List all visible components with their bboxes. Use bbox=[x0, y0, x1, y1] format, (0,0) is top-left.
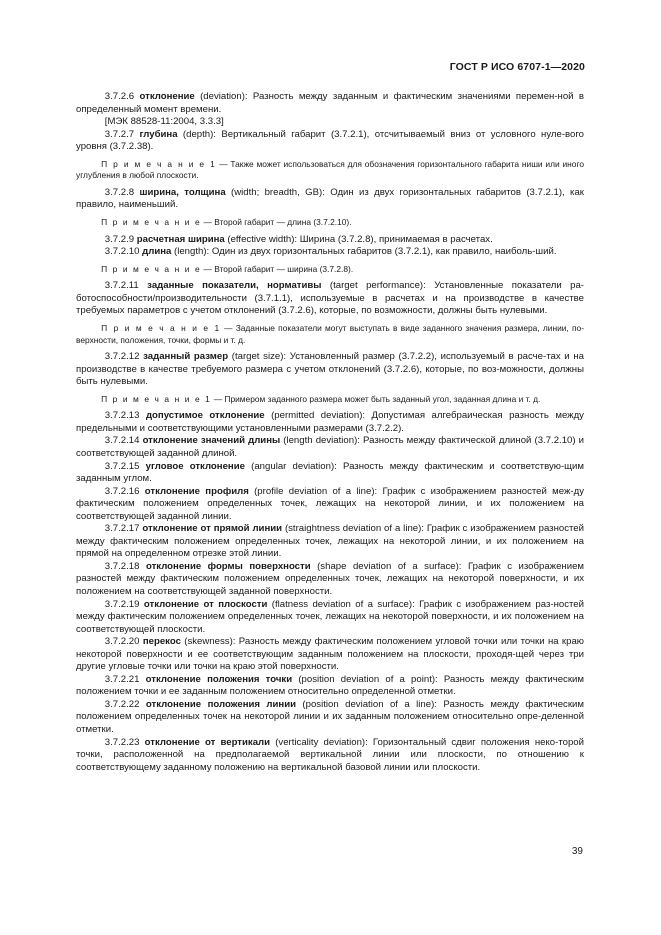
entry-text: (depth): Вертикальный габарит (3.7.2.1), отсчитываемый вниз от условного нуле-вого уровня (3.7.2.38). bbox=[76, 128, 585, 153]
note-text: — Примером заданного размера может быть заданный угол, заданная длина и т. д. bbox=[211, 393, 541, 404]
entry-term: отклонение значений длины bbox=[142, 435, 281, 447]
entry-number: 3.7.2.14 bbox=[104, 435, 140, 447]
note-label: П р и м е ч а н и е 1 bbox=[101, 158, 217, 169]
entry-number: 3.7.2.19 bbox=[104, 598, 140, 610]
note bbox=[76, 394, 584, 406]
entry-text: (straightness deviation of a line): График с изображением разностей между фактическим положением определенных точек, лежащих на некоторой линии, и их положением на прямой на определенном отрезке этой линии. bbox=[76, 523, 584, 560]
entry-number: 3.7.2.7 bbox=[104, 128, 135, 140]
entry-term: отклонение от плоскости bbox=[143, 598, 268, 610]
entry-term: заданные показатели, нормативы bbox=[147, 280, 322, 292]
entry-text: (profile deviation of a line): График с изображением разностей меж-ду фактическим положением определенных точек, лежащих на некоторой линии, и их положением на соответствующей заданной линии. bbox=[76, 485, 584, 522]
note-text: — Второй габарит — длина (3.7.2.10). bbox=[201, 217, 352, 228]
term-entry bbox=[76, 129, 584, 154]
entry-term: отклонение bbox=[139, 91, 195, 102]
entry-term: отклонение положения точки bbox=[145, 673, 293, 685]
entry-text: (permitted deviation): Допустимая алгебраическая разность между предельными и соответствующими установленными размерами (3.7.2.2). bbox=[76, 410, 584, 434]
term-entry bbox=[76, 461, 584, 486]
entry-text: (length): Один из двух горизонтальных габаритов (3.7.2.1), как правило, наиболь-ший. bbox=[171, 246, 557, 258]
entry-term: отклонение формы поверхности bbox=[145, 560, 311, 572]
term-entry bbox=[76, 599, 584, 637]
entry-text: (target size): Установленный размер (3.7.2.2), используемый в расче-тах и на производстве в качестве требуемого размера с учетом отклонений (3.7.2.6), которые, по воз-можности, должны быть нулевыми. bbox=[76, 351, 584, 388]
entry-term: глубина bbox=[139, 128, 178, 140]
entry-text: (skewness): Разность между фактическим положением угловой точки или точки на краю некоторой поверхности и ее соответствующим заданным положением на плоскости, проходя-щей через три другие угловые точки или точки на краю этой поверхности. bbox=[76, 636, 584, 673]
entry-text: (deviation): Разность между заданным и фактическим значениями перемен-ной в определенный момент времени. bbox=[76, 91, 584, 115]
entry-number: 3.7.2.16 bbox=[104, 485, 140, 497]
entry-term: перекос bbox=[142, 636, 181, 648]
note-label: П р и м е ч а н и е bbox=[101, 217, 202, 228]
term-entry bbox=[76, 351, 584, 389]
entry-number: 3.7.2.9 bbox=[104, 233, 135, 245]
entry-text: (width; breadth, GB): Один из двух горизонтальных габаритов (3.7.2.1), как правило, наименьший. bbox=[76, 186, 584, 211]
note-label: П р и м е ч а н и е 1 bbox=[101, 393, 212, 404]
source-text: [МЭК 88528-11:2004, 3.3.3] bbox=[104, 116, 224, 128]
entry-text: (length deviation): Разность между фактической длиной (3.7.2.10) и соответствующей заданной длиной. bbox=[76, 435, 585, 459]
entry-number: 3.7.2.12 bbox=[104, 351, 140, 363]
entry-term: отклонение от вертикали bbox=[144, 736, 271, 748]
term-entry bbox=[76, 699, 584, 737]
entry-number: 3.7.2.8 bbox=[104, 186, 135, 198]
note bbox=[76, 159, 584, 182]
term-entry bbox=[76, 246, 584, 259]
term-entry bbox=[76, 561, 584, 599]
note-text: — Заданные показатели могут выступать в виде заданного значения размера, линии, по-верхности, положения, точки, формы и т. д. bbox=[76, 322, 585, 345]
entry-term: расчетная ширина bbox=[136, 233, 225, 245]
entry-text: (verticality deviation): Горизонтальный сдвиг положения неко-торой точки, расположенной на предполагаемой вертикальной линии или плоскости, по отношению к соответствующему заданному положению на вертикальной базовой линии или плоскости. bbox=[76, 736, 584, 773]
entry-number: 3.7.2.23 bbox=[104, 736, 140, 748]
entry-term: заданный размер bbox=[143, 351, 229, 363]
note-label: П р и м е ч а н и е 1 bbox=[101, 322, 221, 333]
entry-text: (position deviation of a line): Разность между фактическим положением определенных точек на некоторой линии и их заданным положением относительно опре-деленной отметки. bbox=[76, 698, 584, 736]
entry-number: 3.7.2.21 bbox=[104, 673, 140, 685]
note bbox=[76, 217, 584, 229]
entry-term: допустимое отклонение bbox=[145, 410, 265, 422]
entry-number: 3.7.2.6 bbox=[104, 91, 135, 102]
entry-number: 3.7.2.15 bbox=[104, 460, 140, 472]
entry-term: отклонение положения линии bbox=[145, 698, 296, 710]
note bbox=[76, 264, 584, 276]
entry-term: отклонение от прямой линии bbox=[142, 523, 283, 535]
term-entry bbox=[76, 523, 584, 561]
entry-number: 3.7.2.13 bbox=[104, 410, 140, 422]
note bbox=[76, 323, 584, 346]
entry-term: ширина, толщина bbox=[139, 186, 226, 198]
document-body bbox=[76, 91, 584, 774]
source-reference bbox=[76, 116, 584, 129]
note-text: — Также может использоваться для обозначения горизонтального габарита ниши или иного углубления в любой плоскости. bbox=[76, 158, 584, 181]
entry-term: угловое отклонение bbox=[145, 460, 245, 472]
term-entry bbox=[76, 435, 584, 460]
entry-number: 3.7.2.18 bbox=[104, 560, 140, 572]
term-entry bbox=[76, 234, 584, 247]
document-header: ГОСТ Р ИСО 6707-1—2020 bbox=[449, 61, 585, 73]
entry-number: 3.7.2.10 bbox=[104, 246, 140, 258]
note-label: П р и м е ч а н и е bbox=[101, 263, 202, 274]
term-entry bbox=[76, 187, 584, 212]
entry-term: длина bbox=[142, 246, 172, 258]
entry-text: (angular deviation): Разность между фактическим и соответствую-щим заданным углом. bbox=[76, 460, 584, 485]
term-entry bbox=[76, 674, 584, 699]
term-entry bbox=[76, 91, 584, 116]
term-entry bbox=[76, 486, 584, 524]
page-number: 39 bbox=[571, 846, 583, 857]
entry-text: (effective width): Ширина (3.7.2.8), принимаемая в расчетах. bbox=[224, 233, 493, 245]
note-text: — Второй габарит — ширина (3.7.2.8). bbox=[201, 263, 354, 274]
entry-text: (flatness deviation of a surface): График с изображением раз-ностей между фактическим положением определенных точек, лежащих на некоторой поверхности, и их положением на соответствующей плоскости. bbox=[76, 598, 584, 635]
entry-text: (position deviation of a point): Разность между фактическим положением точки и ее заданным положением относительно определенной отметки. bbox=[76, 673, 585, 698]
entry-number: 3.7.2.22 bbox=[104, 698, 140, 710]
term-entry bbox=[76, 636, 584, 674]
entry-number: 3.7.2.20 bbox=[104, 636, 140, 648]
term-entry bbox=[76, 737, 584, 775]
entry-number: 3.7.2.11 bbox=[104, 280, 139, 292]
term-entry bbox=[76, 280, 584, 318]
entry-term: отклонение профиля bbox=[144, 485, 249, 497]
entry-text: (target performance): Установленные показатели ра-ботоспособности/производительности (3.7.1.1), используемые в расчетах и на производстве в качестве требуемых параметров с учетом отклонений (3.7.2.6), которые, по возможности, должны быть нулевыми. bbox=[76, 280, 584, 317]
entry-text: (shape deviation of a surface): График с изображением разностей между фактическим положением определенных точек, лежащих на некоторой поверхности, и их положением на соответствующей заданной поверхности. bbox=[76, 560, 585, 598]
term-entry bbox=[76, 410, 584, 435]
entry-number: 3.7.2.17 bbox=[104, 523, 140, 535]
